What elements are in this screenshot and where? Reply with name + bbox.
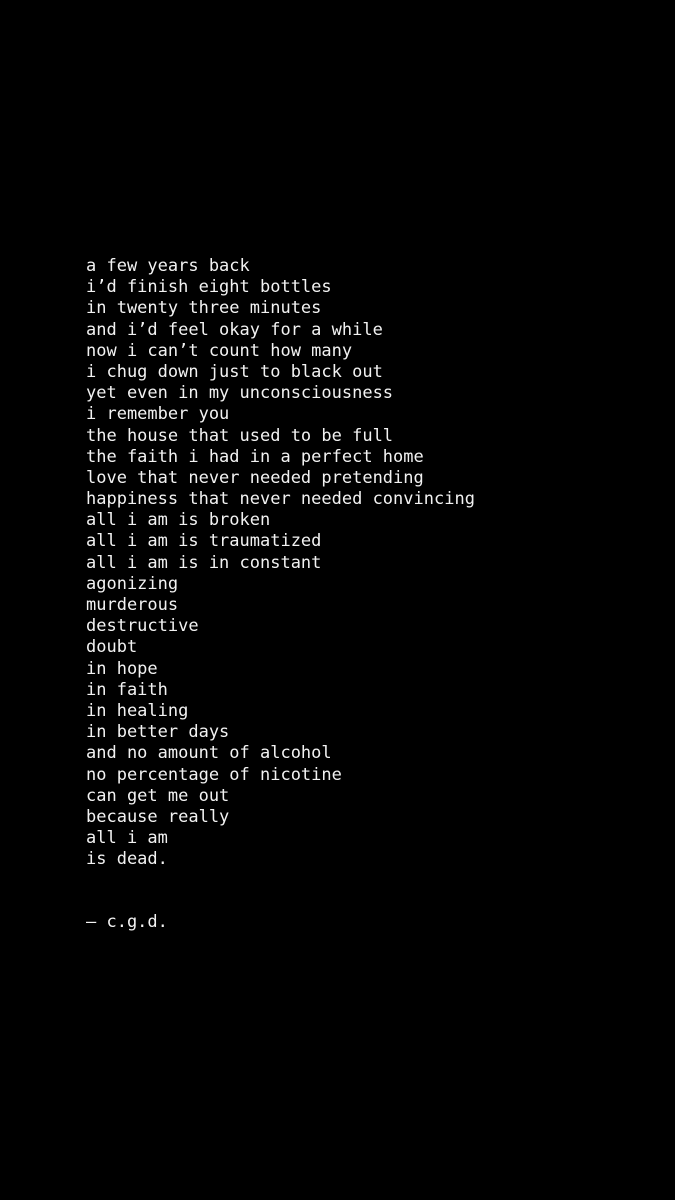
- poem-line: is dead.: [86, 849, 168, 870]
- poem-line: all i am is traumatized: [86, 531, 322, 552]
- poem-line: i chug down just to black out: [86, 361, 383, 382]
- poem-line: because really: [86, 806, 230, 827]
- poem-line: can get me out: [86, 785, 230, 806]
- poem-line: love that never needed pretending: [86, 467, 424, 488]
- poem-line: i remember you: [86, 404, 230, 425]
- poem-line: happiness that never needed convincing: [86, 489, 475, 510]
- poem-line: in healing: [86, 700, 189, 721]
- poem-line: now i can’t count how many: [86, 340, 353, 361]
- poem-line: i’d finish eight bottles: [86, 277, 332, 298]
- poem-line: all i am is in constant: [86, 552, 322, 573]
- poem-text: [86, 256, 475, 870]
- poem-line: destructive: [86, 616, 199, 637]
- poem-line: no percentage of nicotine: [86, 764, 342, 785]
- poem-line: the faith i had in a perfect home: [86, 446, 424, 467]
- poem-line: doubt: [86, 637, 138, 658]
- poem-line: the house that used to be full: [86, 425, 394, 446]
- poem-line: in better days: [86, 722, 230, 743]
- poem-line: a few years back: [86, 256, 250, 276]
- poem-line: in twenty three minutes: [86, 298, 322, 319]
- author-signature: — c.g.d.: [86, 912, 168, 932]
- poem-line: in hope: [86, 658, 158, 679]
- poem-line: yet even in my unconsciousness: [86, 383, 394, 404]
- poem-line: agonizing: [86, 573, 179, 594]
- poem-line: all i am: [86, 828, 168, 849]
- poem-line: murderous: [86, 595, 179, 615]
- poem-line: in faith: [86, 679, 168, 700]
- poem-line: and no amount of alcohol: [86, 743, 332, 764]
- poem-line: all i am is broken: [86, 510, 271, 531]
- poem-line: and i’d feel okay for a while: [86, 319, 383, 340]
